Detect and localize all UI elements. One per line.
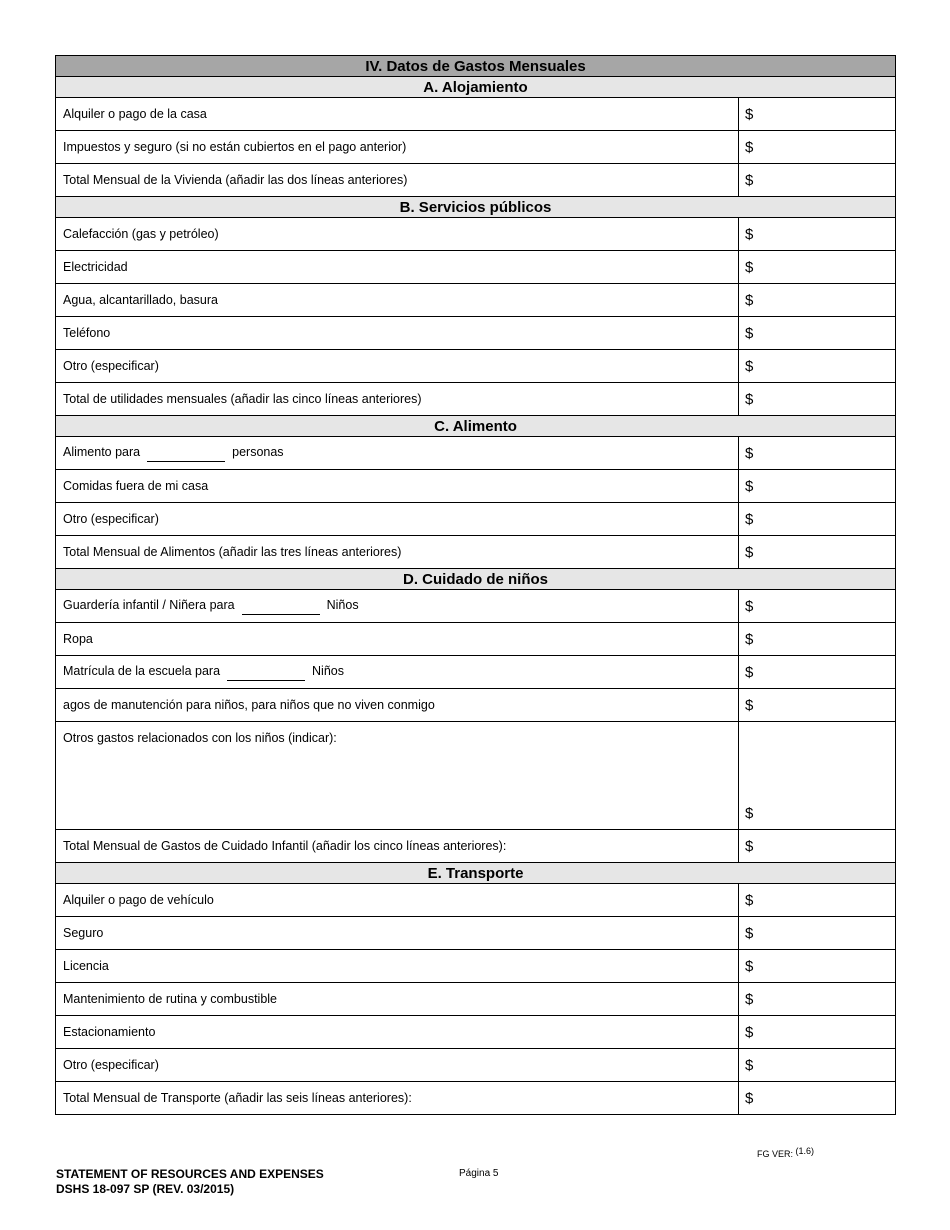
table-row <box>56 884 896 917</box>
amount-field[interactable]: $ <box>739 98 896 131</box>
amount-field[interactable]: $ <box>739 251 896 284</box>
row-label: Electricidad <box>56 251 739 284</box>
row-label: Otro (especificar) <box>56 503 739 536</box>
table-row <box>56 623 896 656</box>
amount-field[interactable]: $ <box>739 470 896 503</box>
table-row <box>56 590 896 623</box>
table-row <box>56 503 896 536</box>
table-row <box>56 1082 896 1115</box>
table-row <box>56 983 896 1016</box>
section-heading-food: C. Alimento <box>56 416 896 437</box>
fg-label: FG VER: <box>757 1149 794 1159</box>
people-count-field[interactable] <box>147 449 225 462</box>
section-heading-utilities: B. Servicios públicos <box>56 197 896 218</box>
children-count-field[interactable] <box>242 602 320 615</box>
row-label-tuition <box>56 656 739 689</box>
table-row <box>56 317 896 350</box>
row-label: Total Mensual de Gastos de Cuidado Infantil (añadir los cinco líneas anteriores): <box>56 830 739 863</box>
table-row <box>56 470 896 503</box>
row-label: Calefacción (gas y petróleo) <box>56 218 739 251</box>
row-label: Agua, alcantarillado, basura <box>56 284 739 317</box>
fg-version <box>757 1146 814 1159</box>
daycare-suffix: Niños <box>326 597 359 612</box>
amount-field[interactable]: $ <box>739 983 896 1016</box>
amount-field[interactable]: $ <box>739 1016 896 1049</box>
row-label: Total Mensual de Alimentos (añadir las tres líneas anteriores) <box>56 536 739 569</box>
table-row <box>56 1049 896 1082</box>
table-row <box>56 722 896 830</box>
row-label: Licencia <box>56 950 739 983</box>
amount-field[interactable]: $ <box>739 656 896 689</box>
table-row <box>56 164 896 197</box>
row-label: Mantenimiento de rutina y combustible <box>56 983 739 1016</box>
row-label: Ropa <box>56 623 739 656</box>
tuition-prefix: Matrícula de la escuela para <box>63 663 221 678</box>
monthly-expenses-table <box>55 55 896 1115</box>
amount-field[interactable]: $ <box>739 1049 896 1082</box>
form-identifier <box>56 1167 324 1197</box>
amount-field[interactable]: $ <box>739 218 896 251</box>
children-count-field[interactable] <box>227 668 305 681</box>
food-for-prefix: Alimento para <box>63 444 141 459</box>
table-row <box>56 689 896 722</box>
row-label: Alquiler o pago de vehículo <box>56 884 739 917</box>
amount-field[interactable]: $ <box>739 503 896 536</box>
table-row <box>56 251 896 284</box>
amount-field[interactable]: $ <box>739 437 896 470</box>
row-label: agos de manutención para niños, para niños que no viven conmigo <box>56 689 739 722</box>
form-name: STATEMENT OF RESOURCES AND EXPENSES <box>56 1167 324 1181</box>
row-label: Comidas fuera de mi casa <box>56 470 739 503</box>
amount-field[interactable]: $ <box>739 1082 896 1115</box>
table-row <box>56 656 896 689</box>
section-title: IV. Datos de Gastos Mensuales <box>56 56 896 77</box>
amount-field[interactable]: $ <box>739 830 896 863</box>
table-row <box>56 350 896 383</box>
row-label: Otros gastos relacionados con los niños (indicar): <box>56 722 739 830</box>
amount-field[interactable]: $ <box>739 884 896 917</box>
amount-field[interactable]: $ <box>739 689 896 722</box>
row-label: Total de utilidades mensuales (añadir las cinco líneas anteriores) <box>56 383 739 416</box>
row-label: Total Mensual de la Vivienda (añadir las dos líneas anteriores) <box>56 164 739 197</box>
amount-field[interactable]: $ <box>739 131 896 164</box>
row-label-food-for <box>56 437 739 470</box>
section-heading-housing: A. Alojamiento <box>56 77 896 98</box>
row-label: Seguro <box>56 917 739 950</box>
section-heading-childcare: D. Cuidado de niños <box>56 569 896 590</box>
amount-field[interactable]: $ <box>739 536 896 569</box>
amount-field[interactable]: $ <box>739 284 896 317</box>
row-label: Otro (especificar) <box>56 350 739 383</box>
table-row <box>56 950 896 983</box>
amount-field[interactable]: $ <box>739 590 896 623</box>
page-number: Página 5 <box>459 1168 499 1179</box>
daycare-prefix: Guardería infantil / Niñera para <box>63 597 235 612</box>
table-row <box>56 917 896 950</box>
amount-field[interactable]: $ <box>739 623 896 656</box>
row-label: Otro (especificar) <box>56 1049 739 1082</box>
table-row <box>56 437 896 470</box>
row-label: Total Mensual de Transporte (añadir las seis líneas anteriores): <box>56 1082 739 1115</box>
amount-field[interactable]: $ <box>739 317 896 350</box>
form-number: DSHS 18-097 SP (REV. 03/2015) <box>56 1182 235 1196</box>
amount-field[interactable]: $ <box>739 383 896 416</box>
food-for-suffix: personas <box>232 444 284 459</box>
amount-field[interactable]: $ <box>739 350 896 383</box>
amount-field[interactable]: $ <box>739 164 896 197</box>
table-row <box>56 131 896 164</box>
row-label: Alquiler o pago de la casa <box>56 98 739 131</box>
amount-field[interactable]: $ <box>739 917 896 950</box>
table-row <box>56 1016 896 1049</box>
row-label: Impuestos y seguro (si no están cubiertos en el pago anterior) <box>56 131 739 164</box>
amount-field[interactable]: $ <box>739 950 896 983</box>
table-row <box>56 98 896 131</box>
tuition-suffix: Niños <box>312 663 344 678</box>
table-row <box>56 218 896 251</box>
table-row <box>56 284 896 317</box>
row-label: Teléfono <box>56 317 739 350</box>
section-heading-transport: E. Transporte <box>56 863 896 884</box>
amount-field[interactable]: $ <box>739 722 896 830</box>
fg-version-number: (1.6) <box>795 1146 815 1156</box>
table-row <box>56 830 896 863</box>
table-row <box>56 383 896 416</box>
row-label-daycare <box>56 590 739 623</box>
row-label: Estacionamiento <box>56 1016 739 1049</box>
table-row <box>56 536 896 569</box>
